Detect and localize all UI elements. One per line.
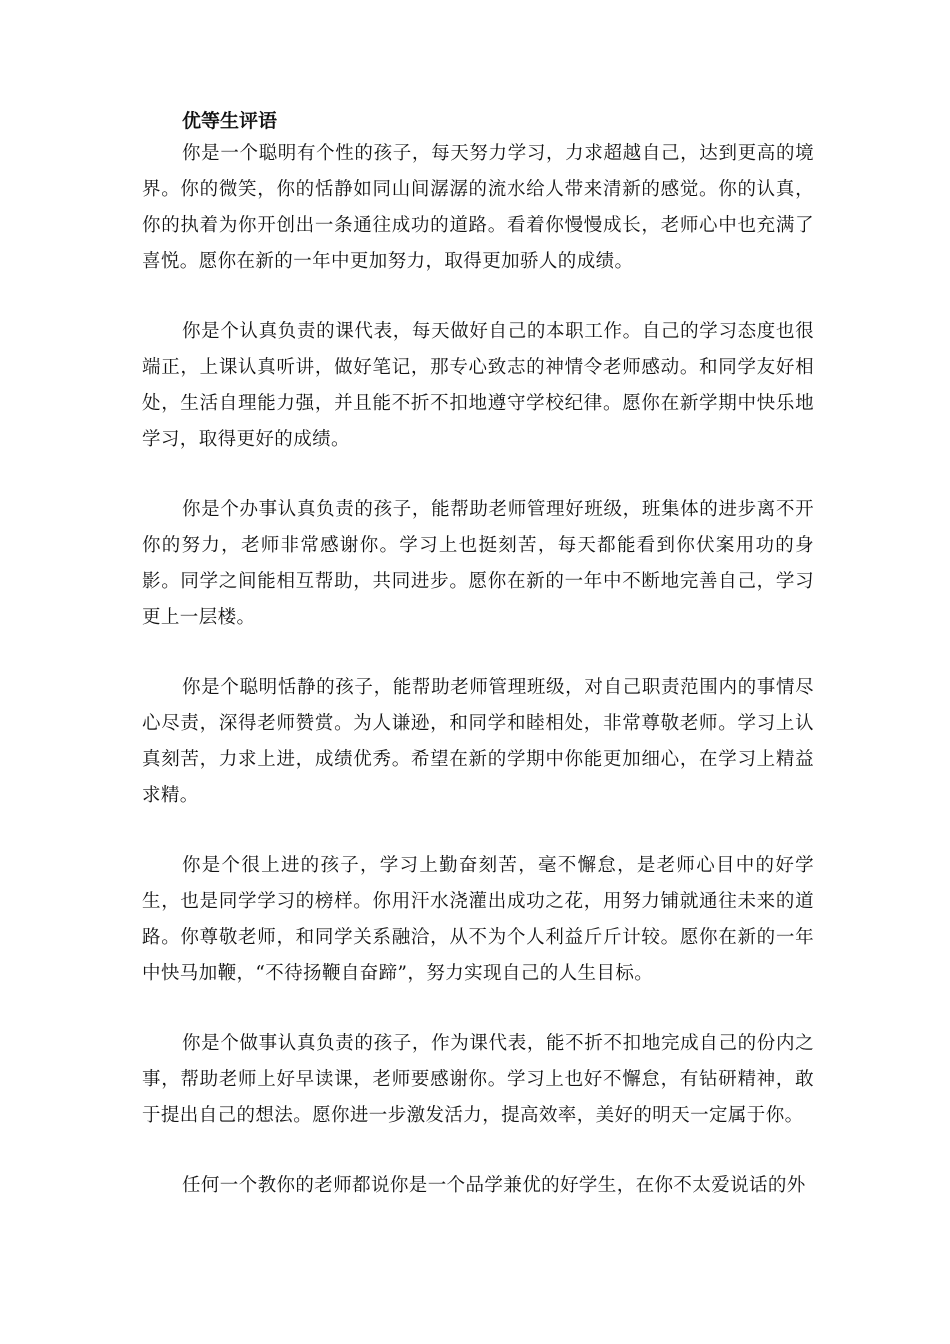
comment-paragraph-2: 你是个认真负责的课代表，每天做好自己的本职工作。自己的学习态度也很端正，上课认真听讲，做好笔记，那专心致志的神情令老师感动。和同学友好相处，生活自理能力强，并且能不折不扣地遵守学校纪律。愿你在新学期中快乐地学习，取得更好的成绩。	[142, 321, 814, 450]
comment-paragraph-3: 你是个办事认真负责的孩子，能帮助老师管理好班级，班集体的进步离不开你的努力，老师非常感谢你。学习上也挺刻苦，每天都能看到你伏案用功的身影。同学之间能相互帮助，共同进步。愿你在新的一年中不断地完善自己，学习更上一层楼。	[142, 499, 814, 628]
comment-paragraph-5: 你是个很上进的孩子，学习上勤奋刻苦，毫不懈怠，是老师心目中的好学生，也是同学学习的榜样。你用汗水浇灌出成功之花，用努力铺就通往未来的道路。你尊敬老师，和同学关系融洽，从不为个人利益斤斤计较。愿你在新的一年中快马加鞭，“不待扬鞭自奋蹄”，努力实现自己的人生目标。	[142, 855, 814, 984]
comment-paragraph-6: 你是个做事认真负责的孩子，作为课代表，能不折不扣地完成自己的份内之事，帮助老师上好早读课，老师要感谢你。学习上也好不懈怠，有钻研精神，敢于提出自己的想法。愿你进一步激发活力，提高效率，美好的明天一定属于你。	[142, 1033, 814, 1126]
comment-paragraph-1: 你是一个聪明有个性的孩子，每天努力学习，力求超越自己，达到更高的境界。你的微笑，你的恬静如同山间潺潺的流水给人带来清新的感觉。你的认真，你的执着为你开创出一条通往成功的道路。看着你慢慢成长，老师心中也充满了喜悦。愿你在新的一年中更加努力，取得更加骄人的成绩。	[142, 143, 814, 272]
comment-paragraph-4: 你是个聪明恬静的孩子，能帮助老师管理班级，对自己职责范围内的事情尽心尽责，深得老师赞赏。为人谦逊，和同学和睦相处，非常尊敬老师。学习上认真刻苦，力求上进，成绩优秀。希望在新的学期中你能更加细心，在学习上精益求精。	[142, 677, 814, 806]
document-title: 优等生评语	[182, 110, 278, 132]
document-body	[142, 106, 814, 1204]
comment-paragraph-7: 任何一个教你的老师都说你是一个品学兼优的好学生，在你不太爱说话的外	[182, 1175, 806, 1196]
